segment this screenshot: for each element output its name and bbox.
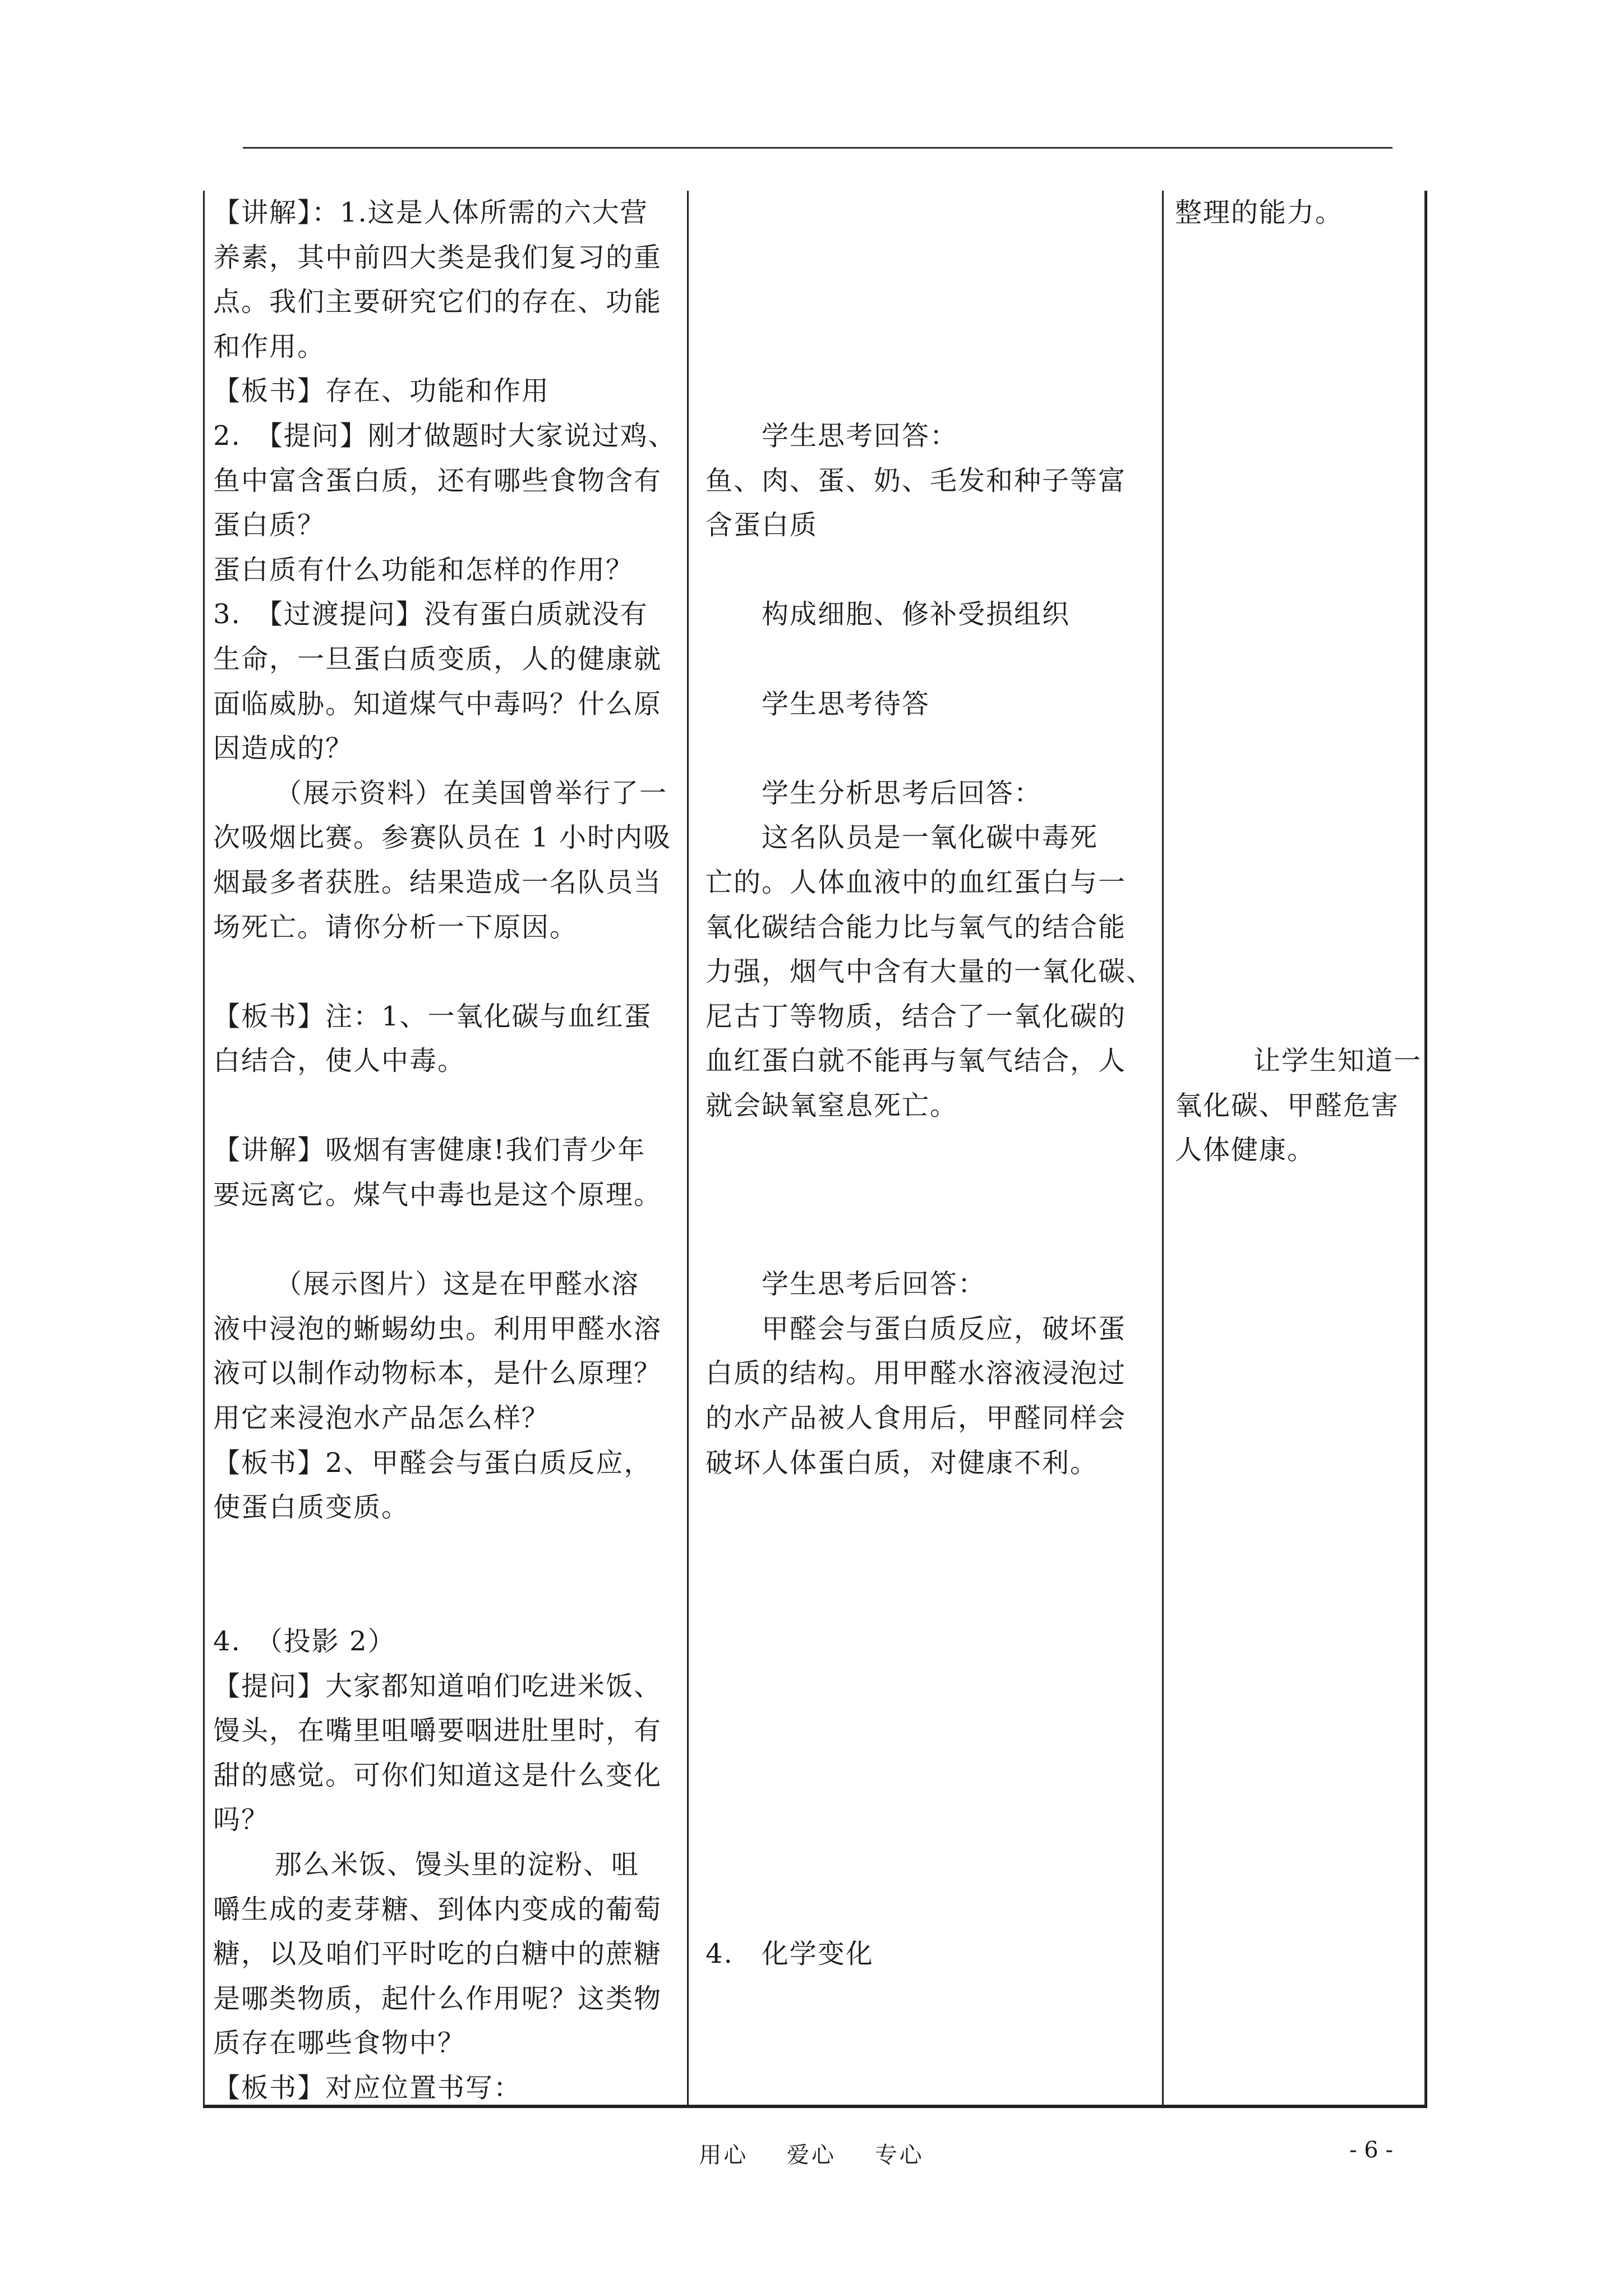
text-line — [706, 1575, 1163, 1619]
text-line — [1175, 771, 1423, 816]
text-line: 的水产品被人食用后，甲醛同样会 — [706, 1402, 1127, 1434]
text-line: 4. （投影 2） — [213, 1626, 396, 1657]
text-line — [1175, 995, 1423, 1039]
text-line: 血红蛋白就不能再与氧气结合，人 — [706, 1045, 1127, 1077]
text-line — [1175, 236, 1423, 280]
text-line — [1175, 548, 1423, 593]
text-line — [706, 548, 1163, 593]
text-line — [1175, 325, 1423, 370]
text-line — [1175, 682, 1423, 727]
text-line — [706, 2021, 1163, 2066]
text-line: 氧化碳、甲醛危害 — [1175, 1089, 1400, 1121]
text-line — [1175, 861, 1423, 905]
text-line: 鱼、肉、蛋、奶、毛发和种子等富 — [706, 464, 1127, 496]
text-line: 面临威胁。知道煤气中毒吗？什么原 — [213, 688, 662, 720]
text-line: 用它来浸泡水产品怎么样？ — [213, 1402, 550, 1434]
text-line — [1175, 503, 1423, 548]
text-line — [706, 1485, 1163, 1530]
text-line: 人体健康。 — [1175, 1134, 1316, 1166]
text-line: 整理的能力。 — [1175, 197, 1344, 228]
text-line — [1175, 726, 1423, 771]
text-line — [706, 191, 1163, 236]
text-line — [1175, 816, 1423, 861]
text-line: 要远离它。煤气中毒也是这个原理。 — [213, 1179, 662, 1211]
text-line: 和作用。 — [213, 330, 326, 362]
text-line: 含蛋白质 — [706, 509, 818, 541]
text-line: （展示资料）在美国曾举行了一 — [275, 777, 668, 809]
page-number: - 6 - — [1349, 2137, 1393, 2163]
text-line — [213, 950, 687, 995]
text-line: 就会缺氧窒息死亡。 — [706, 1089, 958, 1121]
text-line: 力强，烟气中含有大量的一氧化碳、 — [706, 956, 1155, 988]
text-line: 那么米饭、馒头里的淀粉、咀 — [275, 1848, 640, 1880]
text-line: 学生思考待答 — [762, 688, 930, 720]
text-line: 【讲解】：1.这是人体所需的六大营 — [213, 197, 648, 228]
text-line: 白质的结构。用甲醛水溶液浸泡过 — [706, 1358, 1127, 1389]
text-line — [1175, 369, 1423, 414]
text-line: 烟最多者获胜。结果造成一名队员当 — [213, 866, 662, 898]
header-rule — [243, 147, 1393, 149]
text-line — [706, 1754, 1163, 1798]
text-line: 糖，以及咱们平时吃的白糖中的蔗糖 — [213, 1938, 662, 1970]
text-line: 学生思考回答： — [762, 420, 958, 452]
text-line — [706, 1218, 1163, 1263]
text-line: 尼古丁等物质，结合了一氧化碳的 — [706, 1000, 1127, 1032]
design-intent-column — [1175, 191, 1423, 2105]
text-line — [706, 1619, 1163, 1664]
text-line: 是哪类物质，起什么作用呢？这类物 — [213, 1982, 662, 2014]
column-divider-1 — [687, 191, 689, 2105]
text-line — [706, 1530, 1163, 1575]
text-line: 学生思考后回答： — [762, 1268, 986, 1300]
text-line: 次吸烟比赛。参赛队员在 1 小时内吸 — [213, 822, 672, 854]
teacher-activity-column — [213, 191, 687, 2105]
text-line — [1175, 950, 1423, 995]
text-line — [706, 637, 1163, 682]
text-line: 这名队员是一氧化碳中毒死 — [762, 822, 1099, 854]
text-line: 【板书】对应位置书写： — [213, 2072, 522, 2104]
text-line — [1175, 637, 1423, 682]
text-line — [1175, 280, 1423, 325]
lesson-table — [203, 191, 1427, 2108]
text-line: （展示图片）这是在甲醛水溶 — [275, 1268, 640, 1300]
text-line: 氧化碳结合能力比与氧气的结合能 — [706, 911, 1127, 943]
text-line — [706, 1843, 1163, 1888]
text-line — [706, 1128, 1163, 1173]
text-line — [213, 1530, 687, 1575]
text-line: 【讲解】吸烟有害健康!我们青少年 — [213, 1134, 646, 1166]
text-line: 馒头，在嘴里咀嚼要咽进肚里时，有 — [213, 1715, 662, 1747]
text-line: 2. 【提问】刚才做题时大家说过鸡、 — [213, 420, 676, 452]
text-line: 3. 【过渡提问】没有蛋白质就没有 — [213, 599, 648, 631]
text-line — [706, 1173, 1163, 1218]
text-line: 【板书】存在、功能和作用 — [213, 375, 550, 407]
text-line: 点。我们主要研究它们的存在、功能 — [213, 286, 662, 318]
text-line — [706, 1709, 1163, 1754]
text-line — [213, 1575, 687, 1619]
text-line — [1175, 592, 1423, 637]
text-line: 【板书】注：1、一氧化碳与血红蛋 — [213, 1000, 652, 1032]
text-line: 鱼中富含蛋白质，还有哪些食物含有 — [213, 464, 662, 496]
text-line: 亡的。人体血液中的血红蛋白与一 — [706, 866, 1127, 898]
footer-motto-word: 爱心 — [787, 2142, 836, 2168]
text-line — [706, 280, 1163, 325]
text-line: 甲醛会与蛋白质反应，破坏蛋 — [762, 1313, 1127, 1345]
text-line: 白结合，使人中毒。 — [213, 1045, 466, 1077]
text-line: 让学生知道一 — [1253, 1045, 1422, 1077]
text-line — [706, 1798, 1163, 1843]
text-line: 【板书】2、甲醛会与蛋白质反应， — [213, 1447, 652, 1479]
text-line: 4. 化学变化 — [706, 1938, 874, 1970]
text-line: 因造成的？ — [213, 733, 354, 765]
text-line: 液中浸泡的蜥蜴幼虫。利用甲醛水溶 — [213, 1313, 662, 1345]
text-line: 使蛋白质变质。 — [213, 1492, 410, 1524]
text-line — [213, 1218, 687, 1263]
text-line — [706, 2066, 1163, 2111]
text-line — [1175, 459, 1423, 504]
text-line: 嚼生成的麦芽糖、到体内变成的葡萄 — [213, 1893, 662, 1925]
text-line — [706, 1664, 1163, 1709]
text-line: 吗？ — [213, 1804, 270, 1836]
text-line — [213, 1084, 687, 1129]
text-line: 液可以制作动物标本，是什么原理？ — [213, 1358, 662, 1389]
text-line — [706, 325, 1163, 370]
text-line — [706, 1888, 1163, 1932]
text-line: 【提问】大家都知道咱们吃进米饭、 — [213, 1670, 662, 1702]
text-line — [706, 1977, 1163, 2022]
text-line — [1175, 905, 1423, 950]
text-line: 场死亡。请你分析一下原因。 — [213, 911, 578, 943]
footer-motto-word: 专心 — [874, 2142, 924, 2168]
text-line — [1175, 414, 1423, 459]
text-line: 构成细胞、修补受损组织 — [762, 599, 1071, 631]
text-line: 蛋白质有什么功能和怎样的作用？ — [213, 554, 634, 586]
text-line: 养素，其中前四大类是我们复习的重 — [213, 241, 662, 273]
footer-motto-word: 用心 — [699, 2142, 749, 2168]
student-activity-column — [706, 191, 1163, 2105]
text-line — [706, 726, 1163, 771]
text-line: 生命，一旦蛋白质变质，人的健康就 — [213, 643, 662, 675]
text-line: 学生分析思考后回答： — [762, 777, 1043, 809]
text-line: 蛋白质？ — [213, 509, 326, 541]
text-line — [706, 236, 1163, 280]
text-line — [706, 369, 1163, 414]
text-line: 质存在哪些食物中？ — [213, 2027, 466, 2059]
text-line: 破坏人体蛋白质，对健康不利。 — [706, 1447, 1099, 1479]
text-line: 甜的感觉。可你们知道这是什么变化 — [213, 1759, 662, 1791]
